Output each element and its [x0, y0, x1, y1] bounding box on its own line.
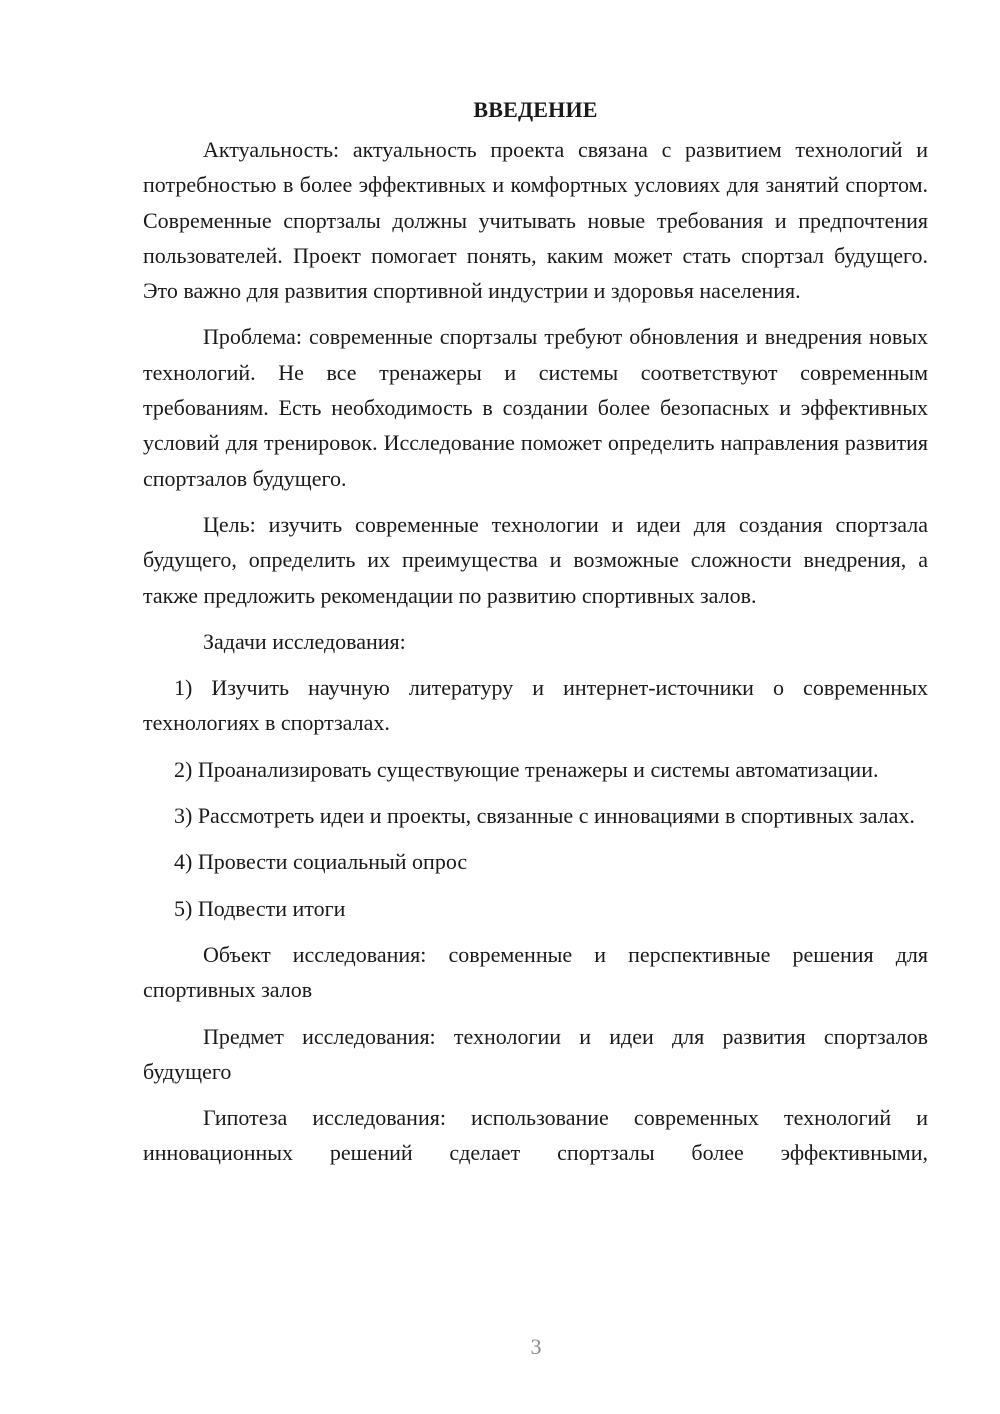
problem-paragraph: Проблема: современные спортзалы требуют обновления и внедрения новых технологий. Не все тренажеры и системы соответствуют современным требованиям. Есть необходимость в создании более безопасных и эффективных условий для тренировок. Исследование поможет определить направления развития спортзалов будущего. [143, 324, 928, 491]
task-item-5: 5) Подвести итоги [174, 895, 346, 921]
task-item-2: 2) Проанализировать существующие тренажеры и системы автоматизации. [174, 756, 879, 782]
document-page [143, 92, 928, 1171]
tasks-heading: Задачи исследования: [203, 628, 406, 654]
section-title: ВВЕДЕНИЕ [473, 97, 598, 122]
research-object-paragraph: Объект исследования: современные и перспективные решения для спортивных залов [143, 941, 928, 1003]
task-item-3: 3) Рассмотреть идеи и проекты, связанные с инновациями в спортивных залах. [174, 803, 915, 829]
task-item-4: 4) Провести социальный опрос [174, 849, 468, 875]
task-item-1: 1) Изучить научную литературу и интернет-источники о современных технологиях в спортзалах. [143, 675, 928, 736]
goal-paragraph: Цель: изучить современные технологии и идеи для создания спортзала будущего, определить их преимущества и возможные сложности внедрения, а также предложить рекомендации по развитию спортивных залов. [143, 511, 928, 608]
relevance-paragraph: Актуальность: актуальность проекта связана с развитием технологий и потребностью в более эффективных и комфортных условиях для занятий спортом. Современные спортзалы должны учитывать новые требования и предпочтения пользователей. Проект помогает понять, каким может стать спортзал будущего. Это важно для развития спортивной индустрии и здоровья населения. [143, 137, 928, 304]
hypothesis-paragraph: Гипотеза исследования: использование современных технологий и инновационных решений сделает спортзалы более эффективными, [143, 1105, 928, 1166]
research-subject-paragraph: Предмет исследования: технологии и идеи для развития спортзалов будущего [143, 1023, 928, 1084]
page-number: 3 [530, 1334, 542, 1359]
